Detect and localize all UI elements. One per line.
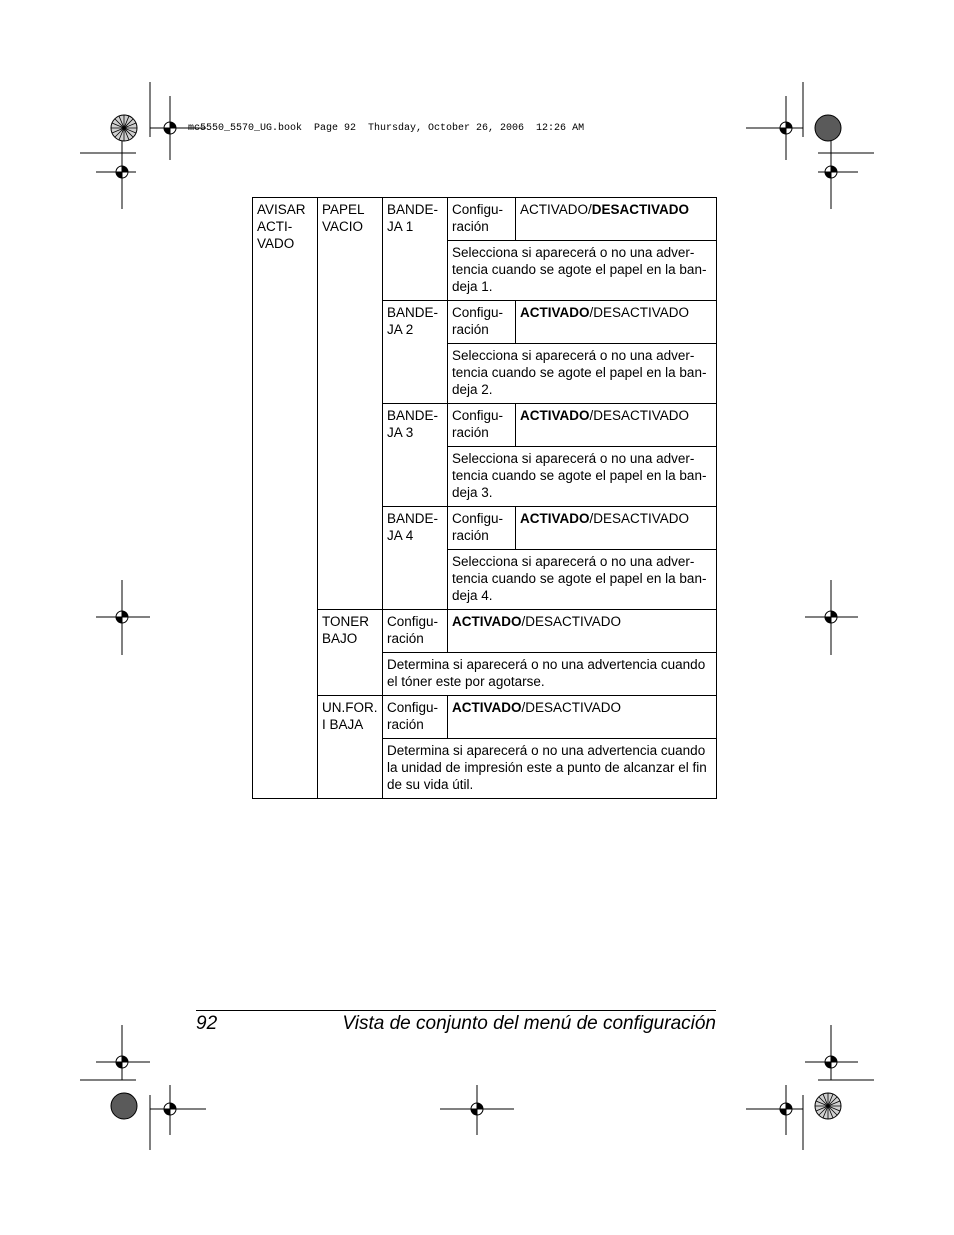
config-label: Configu- ración (448, 301, 516, 344)
print-header: mc5550_5570_UG.book Page 92 Thursday, October 26, 2006 12:26 AM (188, 123, 585, 134)
description-text: Selecciona si aparecerá o no una adver- tencia cuando se agote el papel en la ban- deja 2. (448, 344, 717, 404)
menu-papel-vacio: PAPEL VACIO (318, 198, 383, 610)
description-text: Determina si aparecerá o no una advertencia cuando la unidad de impresión este a punto de alcanzar el fin de su vida útil. (383, 739, 717, 799)
menu-table (252, 197, 717, 799)
footer-title: Vista de conjunto del menú de configuración (342, 1013, 716, 1034)
menu-bandeja-4: BANDE- JA 4 (383, 507, 448, 610)
menu-avisar-activado: AVISAR ACTI- VADO (253, 198, 318, 799)
config-label: Configu- ración (383, 696, 448, 739)
config-options: ACTIVADO/DESACTIVADO (448, 696, 717, 739)
table-row (253, 696, 717, 739)
description-text: Selecciona si aparecerá o no una adver- tencia cuando se agote el papel en la ban- deja 4. (448, 550, 717, 610)
description-text: Selecciona si aparecerá o no una adver- tencia cuando se agote el papel en la ban- deja 3. (448, 447, 717, 507)
config-label: Configu- ración (448, 507, 516, 550)
menu-bandeja-2: BANDE- JA 2 (383, 301, 448, 404)
footer-divider (196, 1010, 716, 1011)
config-options: ACTIVADO/DESACTIVADO (516, 507, 717, 550)
config-label: Configu- ración (383, 610, 448, 653)
config-options: ACTIVADO/DESACTIVADO (516, 404, 717, 447)
menu-unidad-formacion-baja: UN.FOR. I BAJA (318, 696, 383, 799)
page-number: 92 (196, 1013, 218, 1034)
description-text: Determina si aparecerá o no una advertencia cuando el tóner este por agotarse. (383, 653, 717, 696)
config-label: Configu- ración (448, 198, 516, 241)
config-options: ACTIVADO/DESACTIVADO (448, 610, 717, 653)
menu-bandeja-1: BANDE- JA 1 (383, 198, 448, 301)
config-options: ACTIVADO/DESACTIVADO (516, 198, 717, 241)
config-label: Configu- ración (448, 404, 516, 447)
description-text: Selecciona si aparecerá o no una adver- tencia cuando se agote el papel en la ban- deja 1. (448, 241, 717, 301)
table-row (253, 198, 717, 241)
table-row (253, 610, 717, 653)
menu-toner-bajo: TONER BAJO (318, 610, 383, 696)
menu-bandeja-3: BANDE- JA 3 (383, 404, 448, 507)
config-options: ACTIVADO/DESACTIVADO (516, 301, 717, 344)
